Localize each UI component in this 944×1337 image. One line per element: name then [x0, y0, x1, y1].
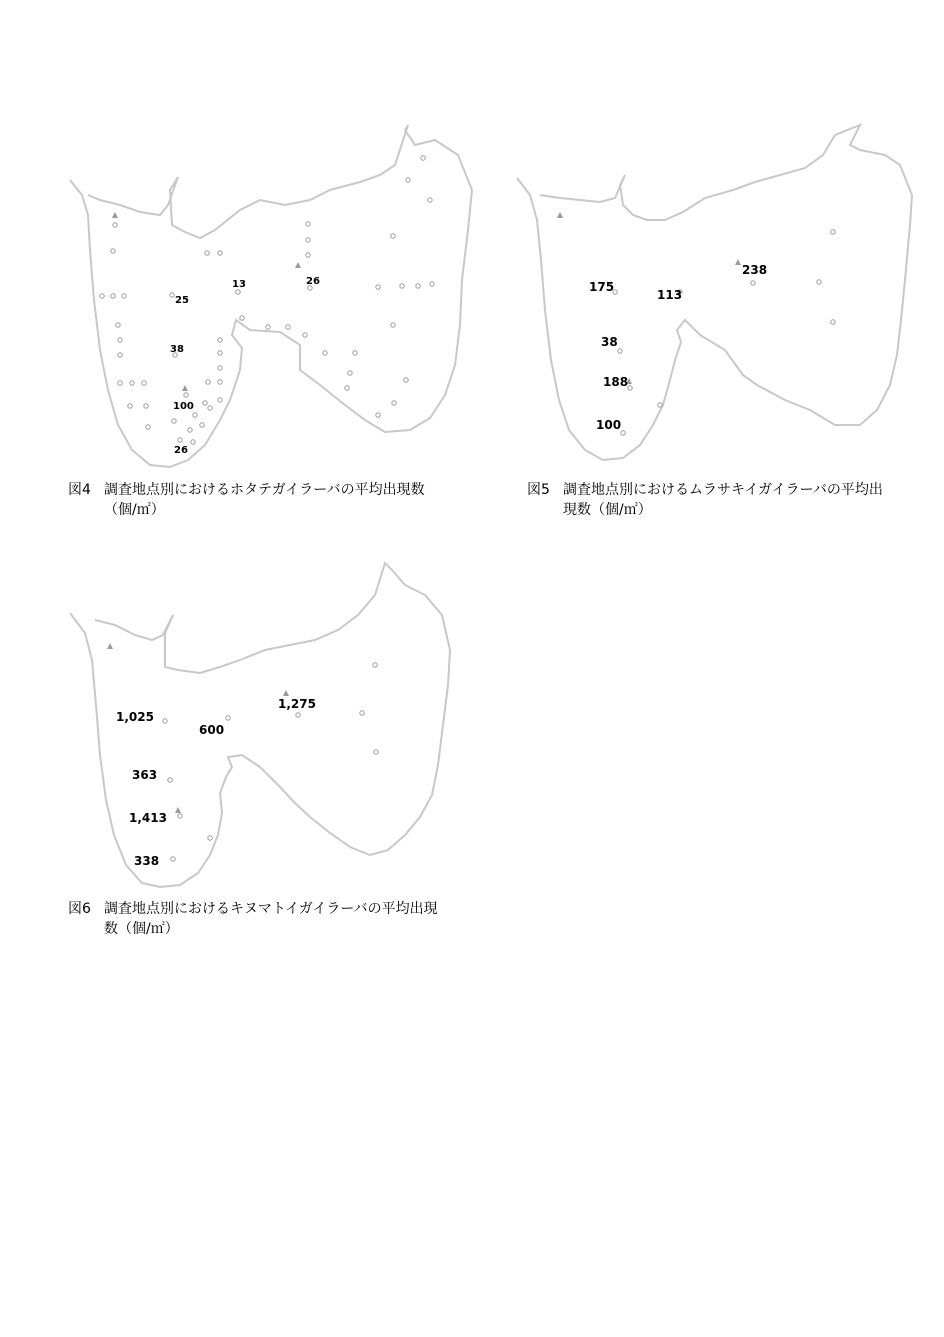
station-marker	[116, 323, 120, 327]
fig4-value-label: 25	[175, 295, 189, 306]
station-marker	[406, 178, 410, 182]
station-marker	[430, 282, 434, 286]
station-marker	[658, 403, 662, 407]
fig5-value-label: 188	[603, 375, 629, 389]
station-marker	[171, 857, 175, 861]
fig6-value-label: 338	[134, 854, 160, 868]
station-marker	[303, 333, 307, 337]
fig4-caption-line2: （個/㎡）	[104, 502, 165, 518]
station-marker	[621, 431, 625, 435]
station-marker	[751, 281, 755, 285]
fig6-map	[60, 555, 460, 895]
station-marker	[191, 440, 195, 444]
station-marker	[218, 251, 222, 255]
station-marker	[122, 294, 126, 298]
station-marker	[817, 280, 821, 284]
station-marker	[193, 413, 197, 417]
station-marker	[142, 381, 146, 385]
fig5-map	[505, 120, 925, 475]
station-marker	[306, 253, 310, 257]
fig4-triangles	[112, 212, 301, 391]
station-marker	[374, 750, 378, 754]
station-marker	[345, 386, 349, 390]
fig4-value-label: 13	[232, 279, 246, 290]
fig4-caption	[68, 480, 468, 520]
station-marker	[226, 716, 230, 720]
fig4-value-label: 26	[306, 276, 320, 287]
fig4-caption-line1: 調査地点別におけるホタテガイラーバの平均出現数	[104, 482, 425, 498]
station-marker	[111, 294, 115, 298]
station-marker	[218, 380, 222, 384]
station-marker	[128, 404, 132, 408]
station-marker	[218, 351, 222, 355]
station-marker	[111, 249, 115, 253]
station-marker	[376, 285, 380, 289]
fig6-value-label: 600	[199, 723, 225, 737]
fig6-value-label: 1,275	[278, 697, 316, 711]
station-marker	[118, 381, 122, 385]
fig4-coastline	[70, 125, 472, 467]
station-marker	[130, 381, 134, 385]
station-marker	[200, 423, 204, 427]
station-marker	[208, 836, 212, 840]
station-marker	[421, 156, 425, 160]
triangle-marker	[735, 259, 741, 265]
station-marker	[618, 349, 622, 353]
station-marker	[113, 223, 117, 227]
station-marker	[323, 351, 327, 355]
fig6-triangles	[107, 643, 289, 813]
fig6-caption-line2: 数（個/㎡）	[104, 921, 179, 937]
station-marker	[218, 366, 222, 370]
triangle-marker	[557, 212, 563, 218]
fig5-caption-line1: 調査地点別におけるムラサキイガイラーバの平均出	[563, 482, 883, 498]
station-marker	[236, 290, 240, 294]
triangle-marker	[295, 262, 301, 268]
station-marker	[208, 406, 212, 410]
station-marker	[178, 814, 182, 818]
station-marker	[118, 353, 122, 357]
triangle-marker	[175, 807, 181, 813]
fig4-value-label: 100	[173, 401, 194, 412]
fig6-value-label: 1,025	[116, 710, 154, 724]
station-marker	[172, 419, 176, 423]
station-marker	[168, 778, 172, 782]
fig6-value-label: 1,413	[129, 811, 167, 825]
fig5-caption-line2: 現数（個/㎡）	[563, 502, 652, 518]
station-marker	[831, 320, 835, 324]
triangle-marker	[107, 643, 113, 649]
station-marker	[416, 284, 420, 288]
station-marker	[218, 338, 222, 342]
station-marker	[188, 428, 192, 432]
station-marker	[163, 719, 167, 723]
fig4-number: 図4	[68, 482, 91, 498]
station-marker	[428, 198, 432, 202]
fig6-caption-line1: 調査地点別におけるキヌマトイガイラーバの平均出現	[104, 901, 438, 917]
station-marker	[391, 234, 395, 238]
station-marker	[831, 230, 835, 234]
station-marker	[266, 325, 270, 329]
fig4-map	[60, 120, 480, 475]
station-marker	[184, 393, 188, 397]
station-marker	[206, 380, 210, 384]
station-marker	[376, 413, 380, 417]
fig5-stations	[613, 230, 835, 435]
station-marker	[306, 222, 310, 226]
station-marker	[400, 284, 404, 288]
station-marker	[348, 371, 352, 375]
triangle-marker	[182, 385, 188, 391]
fig6-stations	[163, 663, 378, 861]
fig5-coastline	[517, 125, 912, 460]
fig4-value-label: 26	[174, 445, 188, 456]
fig6-caption	[68, 899, 488, 939]
fig5-value-label: 38	[601, 335, 618, 349]
station-marker	[353, 351, 357, 355]
station-marker	[205, 251, 209, 255]
triangle-marker	[283, 690, 289, 696]
fig4-value-label: 38	[170, 344, 184, 355]
station-marker	[373, 663, 377, 667]
fig4-stations	[100, 156, 434, 444]
station-marker	[392, 401, 396, 405]
station-marker	[218, 398, 222, 402]
fig5-value-label: 175	[589, 280, 615, 294]
station-marker	[100, 294, 104, 298]
station-marker	[360, 711, 364, 715]
station-marker	[170, 293, 174, 297]
fig5-triangles	[557, 212, 741, 384]
station-marker	[203, 401, 207, 405]
fig5-value-label: 100	[596, 418, 622, 432]
station-marker	[240, 316, 244, 320]
station-marker	[404, 378, 408, 382]
station-marker	[296, 713, 300, 717]
fig5-caption	[527, 480, 927, 520]
station-marker	[118, 338, 122, 342]
station-marker	[306, 238, 310, 242]
triangle-marker	[112, 212, 118, 218]
fig6-coastline	[70, 563, 450, 887]
fig5-number: 図5	[527, 482, 550, 498]
station-marker	[178, 438, 182, 442]
station-marker	[628, 386, 632, 390]
station-marker	[144, 404, 148, 408]
station-marker	[286, 325, 290, 329]
fig6-value-label: 363	[132, 768, 158, 782]
station-marker	[146, 425, 150, 429]
fig5-value-label: 238	[742, 263, 768, 277]
fig6-number: 図6	[68, 901, 91, 917]
station-marker	[391, 323, 395, 327]
fig5-value-label: 113	[657, 288, 683, 302]
